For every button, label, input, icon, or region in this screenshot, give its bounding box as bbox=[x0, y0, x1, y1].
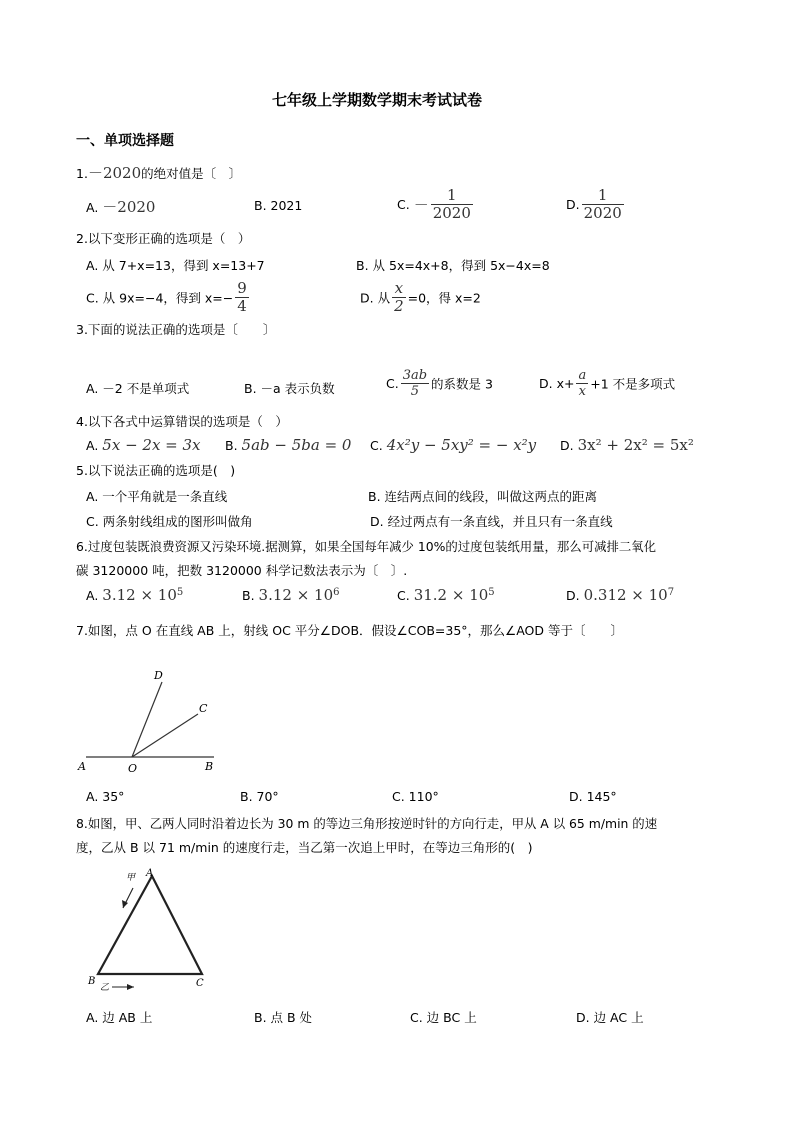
option-math: 5x − 2x = 3x bbox=[102, 436, 201, 454]
option-label: C. bbox=[397, 588, 410, 603]
q5-option-b[interactable]: B. 连结两点间的线段，叫做这两点的距离 bbox=[368, 489, 598, 504]
q8-option-b[interactable]: B. 点 B 处 bbox=[254, 1010, 313, 1025]
arrowhead-yi bbox=[127, 984, 134, 990]
option-math: 31.2 × 10 bbox=[413, 586, 489, 604]
label-a: A bbox=[146, 868, 154, 879]
q7-option-a[interactable]: A. 35° bbox=[86, 789, 125, 804]
denominator: 5 bbox=[410, 384, 420, 399]
q8-option-c[interactable]: C. 边 BC 上 bbox=[410, 1010, 477, 1025]
q6-option-c[interactable] bbox=[397, 586, 495, 604]
arrowhead-jia bbox=[122, 900, 128, 908]
q7-option-b[interactable]: B. 70° bbox=[240, 789, 279, 804]
option-math: 0.312 × 10 bbox=[583, 586, 668, 604]
numerator: 9 bbox=[237, 279, 247, 297]
ray-oc bbox=[132, 714, 198, 757]
option-label: C. bbox=[370, 438, 383, 453]
option-label: B. bbox=[225, 438, 238, 453]
q4-stem: 4.以下各式中运算错误的选项是（ ） bbox=[76, 414, 288, 429]
option-math: 3x² + 2x² = 5x² bbox=[577, 436, 694, 454]
q1-stem-text: 的绝对值是〔 〕 bbox=[141, 166, 242, 181]
minus-sign: － bbox=[413, 196, 429, 214]
label-yi: 乙 bbox=[100, 983, 110, 993]
fraction bbox=[392, 281, 406, 314]
option-text: 的系数是 3 bbox=[431, 376, 493, 392]
exponent: 7 bbox=[667, 586, 675, 598]
label-d: D bbox=[154, 669, 163, 682]
section-heading: 一、单项选择题 bbox=[76, 133, 174, 149]
fraction bbox=[235, 281, 249, 314]
q8-stem-line2: 度，乙从 B 以 71 m/min 的速度行走，当乙第一次追上甲时，在等边三角形的( ) bbox=[76, 840, 533, 855]
numerator: a bbox=[578, 368, 587, 383]
denominator: 2 bbox=[394, 297, 404, 315]
numerator: 1 bbox=[582, 188, 624, 205]
q1-stem-math: －2020 bbox=[87, 164, 142, 182]
option-math: －2020 bbox=[102, 198, 156, 216]
option-label: A. bbox=[86, 588, 99, 603]
fraction bbox=[431, 188, 473, 221]
denominator: x bbox=[578, 384, 586, 399]
exponent: 6 bbox=[333, 586, 340, 598]
q6-option-d[interactable] bbox=[566, 586, 674, 604]
option-label: D. bbox=[566, 588, 580, 603]
q3-option-d[interactable] bbox=[539, 369, 675, 398]
fraction bbox=[582, 188, 624, 221]
denominator: 2020 bbox=[432, 204, 471, 222]
label-c: C bbox=[199, 702, 208, 715]
option-text: D. x+ bbox=[539, 376, 575, 391]
option-label: D. bbox=[560, 438, 574, 453]
option-text: +1 不是多项式 bbox=[590, 376, 676, 392]
option-label: C. bbox=[397, 197, 410, 212]
label-jia: 甲 bbox=[126, 873, 136, 883]
q8-stem-line1: 8.如图，甲、乙两人同时沿着边长为 30 m 的等边三角形按逆时针的方向行走，甲从 A 以 65 m/min 的速 bbox=[76, 816, 658, 831]
q2-stem: 2.以下变形正确的选项是（ ） bbox=[76, 231, 251, 246]
label-b: B bbox=[88, 976, 96, 987]
q5-option-d[interactable]: D. 经过两点有一条直线，并且只有一条直线 bbox=[370, 514, 613, 529]
fraction bbox=[576, 369, 588, 398]
page-title: 七年级上学期数学期末考试试卷 bbox=[272, 91, 483, 109]
q3-option-a[interactable]: A. －2 不是单项式 bbox=[86, 381, 190, 396]
option-math: 4x²y − 5xy² = − x²y bbox=[386, 436, 537, 454]
q5-stem: 5.以下说法正确的选项是( ) bbox=[76, 463, 236, 478]
q1-option-a[interactable] bbox=[86, 196, 155, 217]
q7-stem: 7.如图，点 O 在直线 AB 上，射线 OC 平分∠DOB．假设∠COB=35°，那么∠AOD 等于〔 〕 bbox=[76, 623, 623, 638]
option-label: A. bbox=[86, 438, 99, 453]
q1-option-d[interactable] bbox=[566, 188, 626, 221]
option-math: 5ab − 5ba = 0 bbox=[241, 436, 352, 454]
label-c: C bbox=[196, 978, 204, 989]
q6-option-a[interactable] bbox=[86, 586, 183, 604]
q5-option-a[interactable]: A. 一个平角就是一条直线 bbox=[86, 489, 228, 504]
q7-option-d[interactable]: D. 145° bbox=[569, 789, 617, 804]
q8-triangle-figure bbox=[84, 866, 214, 996]
exponent: 5 bbox=[176, 586, 184, 598]
q8-option-a[interactable]: A. 边 AB 上 bbox=[86, 1010, 153, 1025]
q7-angle-figure bbox=[74, 664, 224, 776]
q4-option-d[interactable] bbox=[560, 436, 694, 454]
option-label: C. bbox=[386, 376, 399, 391]
option-label: B. bbox=[242, 588, 255, 603]
label-a: A bbox=[78, 760, 86, 773]
q3-option-c[interactable] bbox=[386, 369, 493, 398]
q7-option-c[interactable]: C. 110° bbox=[392, 789, 439, 804]
option-text: D. 从 bbox=[360, 290, 391, 306]
numerator: x bbox=[392, 281, 406, 298]
q4-option-c[interactable] bbox=[370, 436, 536, 454]
q6-stem-line1: 6.过度包装既浪费资源又污染环境.据测算，如果全国每年减少 10%的过度包装纸用量，那么可减排二氧化 bbox=[76, 539, 657, 554]
q2-option-d[interactable] bbox=[360, 281, 481, 314]
q5-option-c[interactable]: C. 两条射线组成的图形叫做角 bbox=[86, 514, 253, 529]
option-label: A. bbox=[86, 200, 99, 215]
q8-option-d[interactable]: D. 边 AC 上 bbox=[576, 1010, 644, 1025]
denominator: 2020 bbox=[583, 204, 622, 222]
label-b: B bbox=[205, 760, 214, 773]
option-text: =0，得 x=2 bbox=[407, 290, 481, 306]
q4-option-a[interactable] bbox=[86, 436, 201, 454]
q2-option-a[interactable]: A. 从 7+x=13，得到 x=13+7 bbox=[86, 258, 265, 273]
label-o: O bbox=[128, 762, 138, 775]
q1-option-b[interactable]: B. 2021 bbox=[254, 198, 303, 213]
option-label: D. bbox=[566, 197, 580, 212]
q2-option-c[interactable] bbox=[86, 281, 251, 314]
numerator: 1 bbox=[431, 188, 473, 205]
exponent: 5 bbox=[488, 586, 495, 598]
q3-stem: 3.下面的说法正确的选项是〔 〕 bbox=[76, 322, 276, 337]
option-math: 3.12 × 10 bbox=[258, 586, 334, 604]
denominator: 4 bbox=[237, 297, 247, 315]
fraction bbox=[401, 369, 429, 398]
q6-stem-line2: 碳 3120000 吨，把数 3120000 科学记数法表示为〔 〕. bbox=[76, 563, 408, 578]
q1-stem bbox=[76, 162, 241, 183]
triangle-abc bbox=[98, 876, 202, 974]
q3-option-b[interactable]: B. －a 表示负数 bbox=[244, 381, 335, 396]
q4-option-b[interactable] bbox=[225, 436, 351, 454]
numerator: 3ab bbox=[402, 368, 428, 383]
q2-option-b[interactable]: B. 从 5x=4x+8，得到 5x−4x=8 bbox=[356, 258, 550, 273]
option-text: C. 从 9x=−4，得到 x=− bbox=[86, 290, 234, 306]
q1-number: 1. bbox=[76, 166, 88, 181]
option-math: 3.12 × 10 bbox=[102, 586, 177, 604]
ray-od bbox=[132, 682, 162, 757]
q1-option-c[interactable] bbox=[397, 188, 475, 221]
q6-option-b[interactable] bbox=[242, 586, 340, 604]
